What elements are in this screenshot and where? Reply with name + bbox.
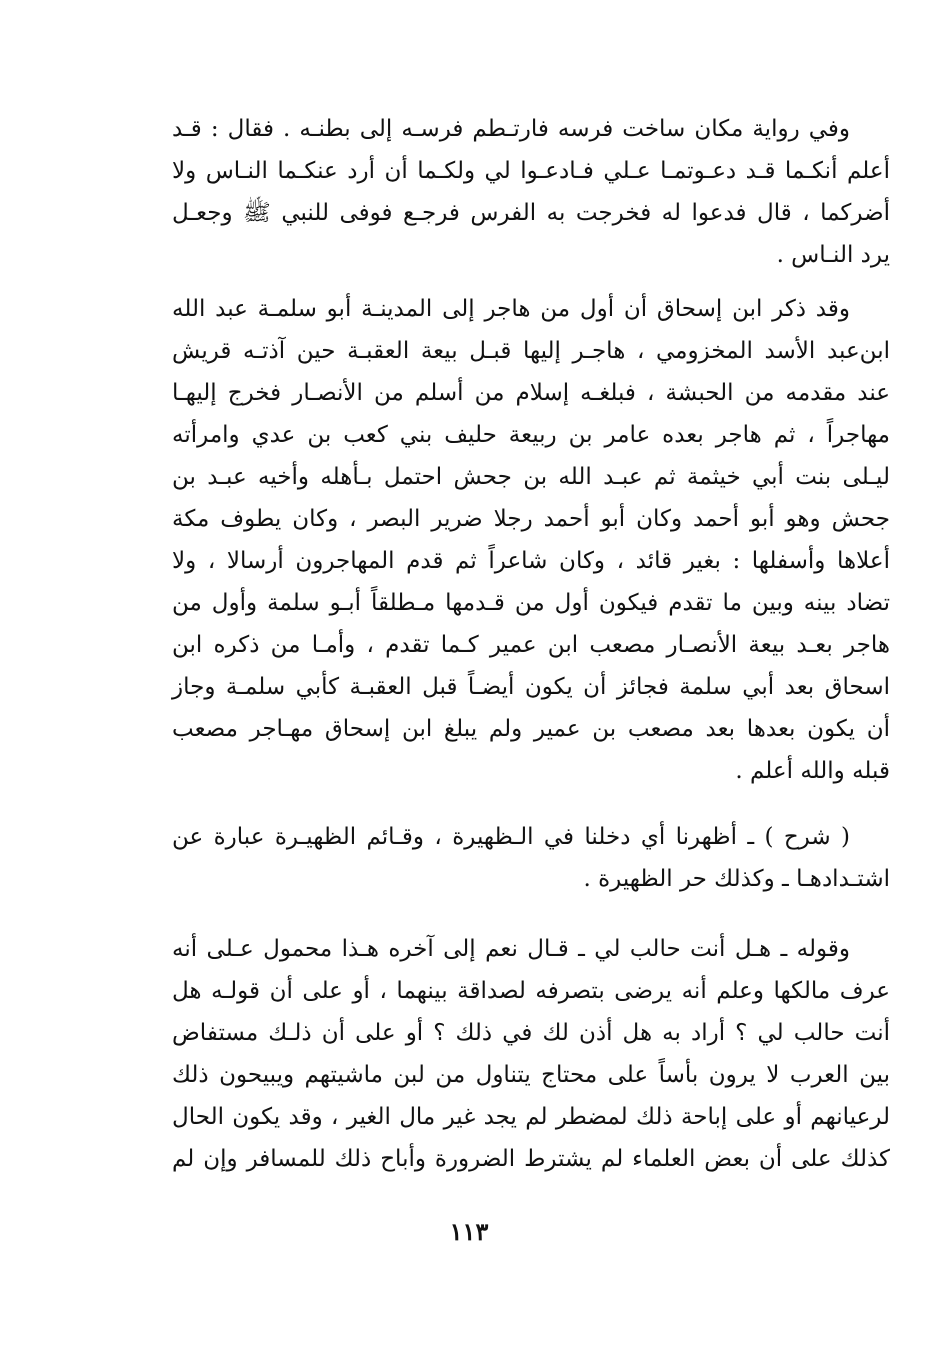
text-line: ابن‌عبد الأسد المخزومي ، هاجـر إليها قبـل بيعة العقبـة حين آذتـه قريش bbox=[172, 338, 890, 364]
page-number: ١١٣ bbox=[449, 1217, 489, 1246]
text-line: أن يكون بعدها بعد مصعب بن عمير ولم يبلغ ابن إسحاق مهـاجر مصعب bbox=[172, 716, 890, 742]
text-line: اسحاق بعد أبي سلمة فجائز أن يكون أيضـاً قبل العقبـة كأبي سلمـة وجاز bbox=[172, 674, 890, 700]
text-line: ليـلى بنت أبي خيثمة ثم عبـد الله بن جحش احتمل بـأهله وأخيه عبـد بن bbox=[172, 464, 890, 490]
paragraph-1 bbox=[172, 108, 890, 276]
text-line: ( شرح ) ـ أظهرنا أي دخلنا في الـظهيرة ، وقـائم الظهيـرة عبارة عن bbox=[172, 824, 850, 850]
text-line: هاجر بعـد بيعة الأنصـار مصعب ابن عمير كـما تقدم ، وأمـا من ذكره ابن bbox=[172, 632, 890, 658]
text-line: وقد ذكر ابن إسحاق أن أول من هاجر إلى المدينـة أبو سلمـة عبد الله bbox=[172, 296, 850, 322]
text-line: وفي رواية مكان ساخت فرسه فارتـطم فرسـه إلى بطنـه . فقال : قـد bbox=[172, 116, 850, 142]
text-line: لرعيانهم أو على إباحة ذلك لمضطر لم يجد غير مال الغير ، وقد يكون الحال bbox=[172, 1104, 890, 1130]
text-line: مهاجراً ، ثم هاجر بعده عامر بن ربيعة حليف بني كعب بن عدي وامرأته bbox=[172, 422, 891, 448]
text-line: أضركما ، قال فدعوا له فخرجت به الفرس فرجـع فوفى للنبي ﷺ وجعـل bbox=[172, 200, 890, 226]
text-line: قبله والله أعلم . bbox=[735, 758, 890, 784]
text-line: أعلم أنكـما قـد دعـوتمـا عـلي فـادعـوا لي ولكـما أن أرد عنكـما النـاس ولا bbox=[172, 158, 890, 184]
text-line: تضاد بينه وبين ما تقدم فيكون أول من قـدمها مـطلقاً أبـو سلمة وأول من bbox=[172, 590, 890, 616]
paragraph-4 bbox=[172, 928, 890, 1180]
text-line: اشتـدادهـا ـ وكذلك حر الظهيرة . bbox=[583, 866, 890, 892]
text-line: أنت حالب لي ؟ أراد به هل أذن لك في ذلك ؟ أو على أن ذلـك مستفاض bbox=[172, 1020, 890, 1046]
text-line: عند مقدمه من الحبشة ، فبلغـه إسلام من أسلم من الأنصـار فخرج إليهـا bbox=[172, 380, 890, 406]
paragraph-3 bbox=[172, 816, 890, 900]
text-line: كذلك على أن بعض العلماء لم يشترط الضرورة وأباح ذلك للمسافر وإن لم bbox=[172, 1146, 890, 1172]
text-line: بين العرب لا يرون بأساً على محتاج يتناول من لبن ماشيتهم ويبيحون ذلك bbox=[172, 1062, 890, 1088]
text-line: وقوله ـ هـل أنت حالب لي ـ قـال نعم إلى آخره هـذا محمول عـلى أنه bbox=[172, 936, 850, 962]
text-line: جحش وهو أبو أحمد وكان أبو أحمد رجلا ضرير البصر ، وكان يطوف مكة bbox=[172, 506, 890, 532]
text-line: يرد النـاس . bbox=[776, 242, 890, 268]
text-line: أعلاها وأسفلها : بغير قائد ، وكان شاعراً ثم قدم المهاجرون أرسالا ، ولا bbox=[172, 548, 890, 574]
text-line: عرف مالكها وعلم أنه يرضى بتصرفه لصداقة بينهما ، أو على أن قولـه هل bbox=[172, 978, 890, 1004]
paragraph-2 bbox=[172, 288, 890, 792]
